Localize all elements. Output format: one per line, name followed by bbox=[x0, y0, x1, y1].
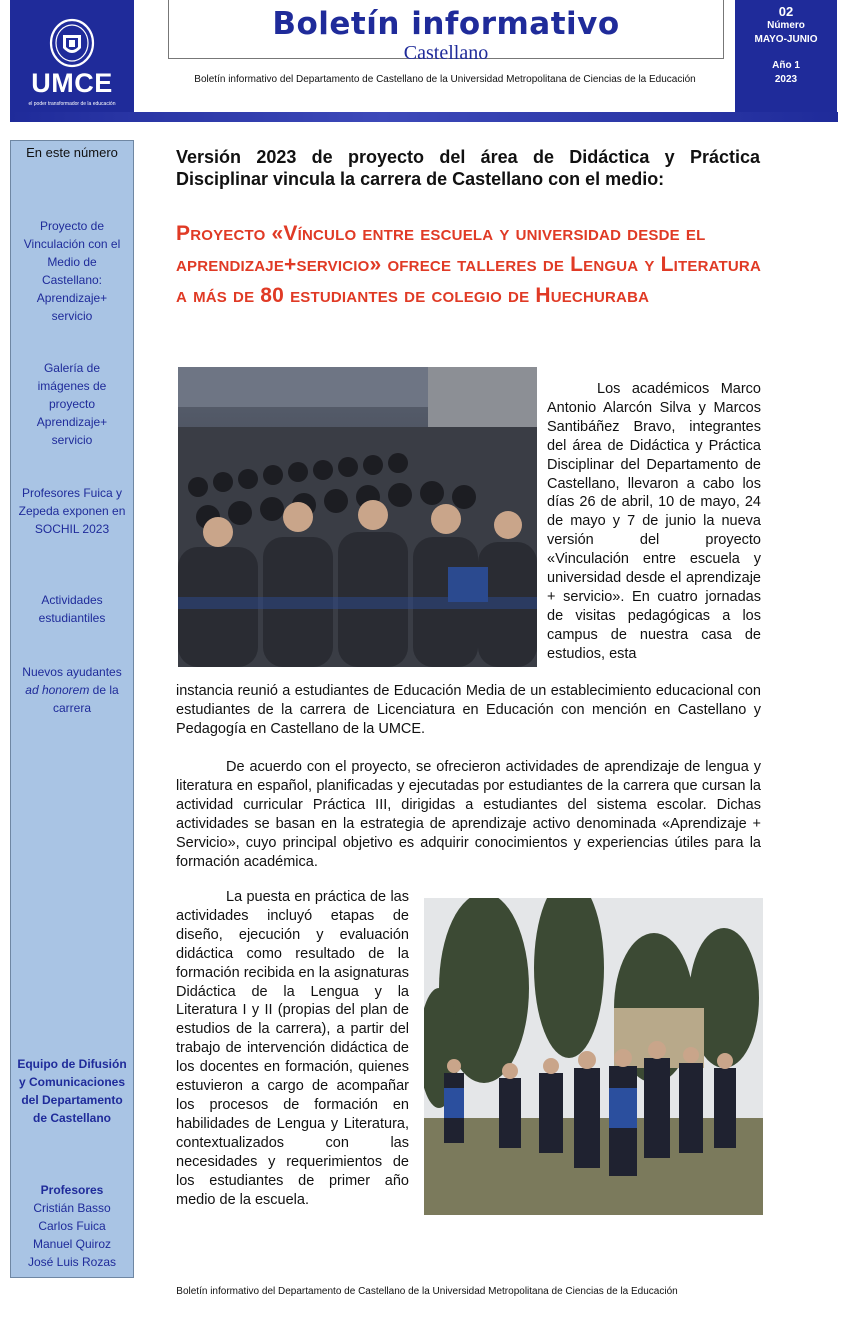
article-headline: Versión 2023 de proyecto del área de Didáctica y Práctica Disciplinar vincula la carrera de Castellano con el medio: bbox=[176, 147, 760, 189]
toc-item-ayudantes-pre: Nuevos ayudantes bbox=[22, 665, 122, 679]
issue-date: 2023 bbox=[774, 74, 798, 85]
article-paragraph-1a: Los académicos Marco Antonio Alarcón Silva y Marcos Santibáñez Bravo, integrantes del área de Didáctica y Práctica Disciplinar del Departamento de Castellano, llevaron a cabo los días 26 de abril, 10 de mayo, 24 de mayo y 7 de junio la nueva versión del proyecto «Vinculación entre escuela y universidad desde el aprendizaje + servicio». En cuatro jornadas de visitas pedagógicas a los campus de nuestra casa de estudios, esta bbox=[547, 381, 761, 662]
toc-item-ayudantes-em: ad honorem bbox=[25, 683, 90, 697]
professor-name: Carlos Fuica bbox=[38, 1219, 106, 1233]
logo-wordmark: UMCE bbox=[31, 68, 113, 98]
article-paragraph-2: De acuerdo con el proyecto, se ofrecieron actividades de aprendizaje de lengua y literatura en español, planificadas y ejecutadas por estudiantes de la carrera que cursan la actividad curricular Práctica III, dirigidas a estudiantes del sistema escolar. Dichas actividades se basan en la estrategia de aprendizaje activo denominada «Aprendizaje + Servicio», cuyo principal objetivo es adquirir conocimientos y experiencias útiles para la formación académica. bbox=[176, 759, 761, 870]
team-title: Equipo de Difusión y Comunicaciones del Departamento de Castellano bbox=[17, 1057, 127, 1125]
sidebar-contents bbox=[10, 140, 134, 1278]
issue-year: Año 1 bbox=[772, 60, 800, 71]
header-divider bbox=[10, 112, 838, 122]
masthead-tagline: Boletín informativo del Departamento de Castellano de la Universidad Metropolitana de Ciencias de la Educación bbox=[194, 74, 696, 85]
auditorium-photo-illustration bbox=[178, 367, 537, 667]
umce-emblem-icon bbox=[48, 18, 96, 70]
article-title: Proyecto «Vínculo entre escuela y universidad desde el aprendizaje+servicio» ofrece talleres de Lengua y Literatura a más de 80 estudiantes de colegio de Huechuraba bbox=[176, 222, 761, 307]
outdoor-photo-illustration bbox=[424, 898, 763, 1215]
article-paragraph-1b: instancia reunió a estudiantes de Educación Media de un establecimiento educacional con estudiantes de la carrera de Licenciatura en Educación con mención en Castellano y Pedagogía en Castellano de la UMCE. bbox=[176, 683, 761, 737]
logo-tagline: el poder transformador de la educación bbox=[28, 101, 116, 107]
issue-number-label: Número bbox=[767, 20, 805, 31]
toc-item-galeria[interactable]: Galería de imágenes de proyecto Aprendizaje+ servicio bbox=[36, 361, 108, 447]
masthead-subtitle: Castellano bbox=[403, 42, 489, 64]
toc-item-sochil[interactable]: Profesores Fuica y Zepeda exponen en SOCHIL 2023 bbox=[18, 486, 126, 536]
toc-item-ayudantes-post: de la carrera bbox=[52, 683, 119, 715]
toc-item-ayudantes[interactable] bbox=[17, 663, 127, 717]
article-paragraph-3: La puesta en práctica de las actividades incluyó etapas de diseño, ejecución y evaluación didáctica como resultado de la formación recibida en la asignaturas Didáctica de la Lengua y la Literatura I y II (propias del plan de estudios de la carrera), a partir del trabajo de intervención didáctica de los docentes en formación, quienes estuvieron a cargo de acompañar los procesos de formación en habilidades de Lengua y Literatura, contextualizados con las necesidades y requerimientos de los estudiantes de primer año medio de la escuela. bbox=[176, 889, 409, 1208]
masthead-title: Boletín informativo bbox=[272, 6, 620, 42]
umce-logo-box bbox=[10, 0, 134, 112]
professor-name: José Luis Rozas bbox=[27, 1255, 117, 1269]
issue-info-box bbox=[735, 0, 837, 112]
auditorium-students-photo bbox=[178, 367, 537, 667]
toc-item-vinculacion[interactable]: Proyecto de Vinculación con el Medio de Castellano: Aprendizaje+ servicio bbox=[23, 219, 121, 323]
footer-tagline: Boletín informativo del Departamento de Castellano de la Universidad Metropolitana de Ciencias de la Educación bbox=[176, 1286, 678, 1297]
masthead-title-box bbox=[168, 0, 724, 64]
professor-name: Manuel Quiroz bbox=[32, 1237, 112, 1251]
issue-period: MAYO-JUNIO bbox=[754, 34, 818, 45]
professor-name: Cristián Basso bbox=[33, 1201, 111, 1215]
toc-item-actividades[interactable]: Actividades estudiantiles bbox=[38, 593, 106, 625]
outdoor-students-photo bbox=[424, 898, 763, 1215]
professors-title: Profesores bbox=[40, 1183, 104, 1197]
issue-number: 02 bbox=[778, 4, 794, 19]
sidebar-title: En este número bbox=[26, 145, 118, 160]
